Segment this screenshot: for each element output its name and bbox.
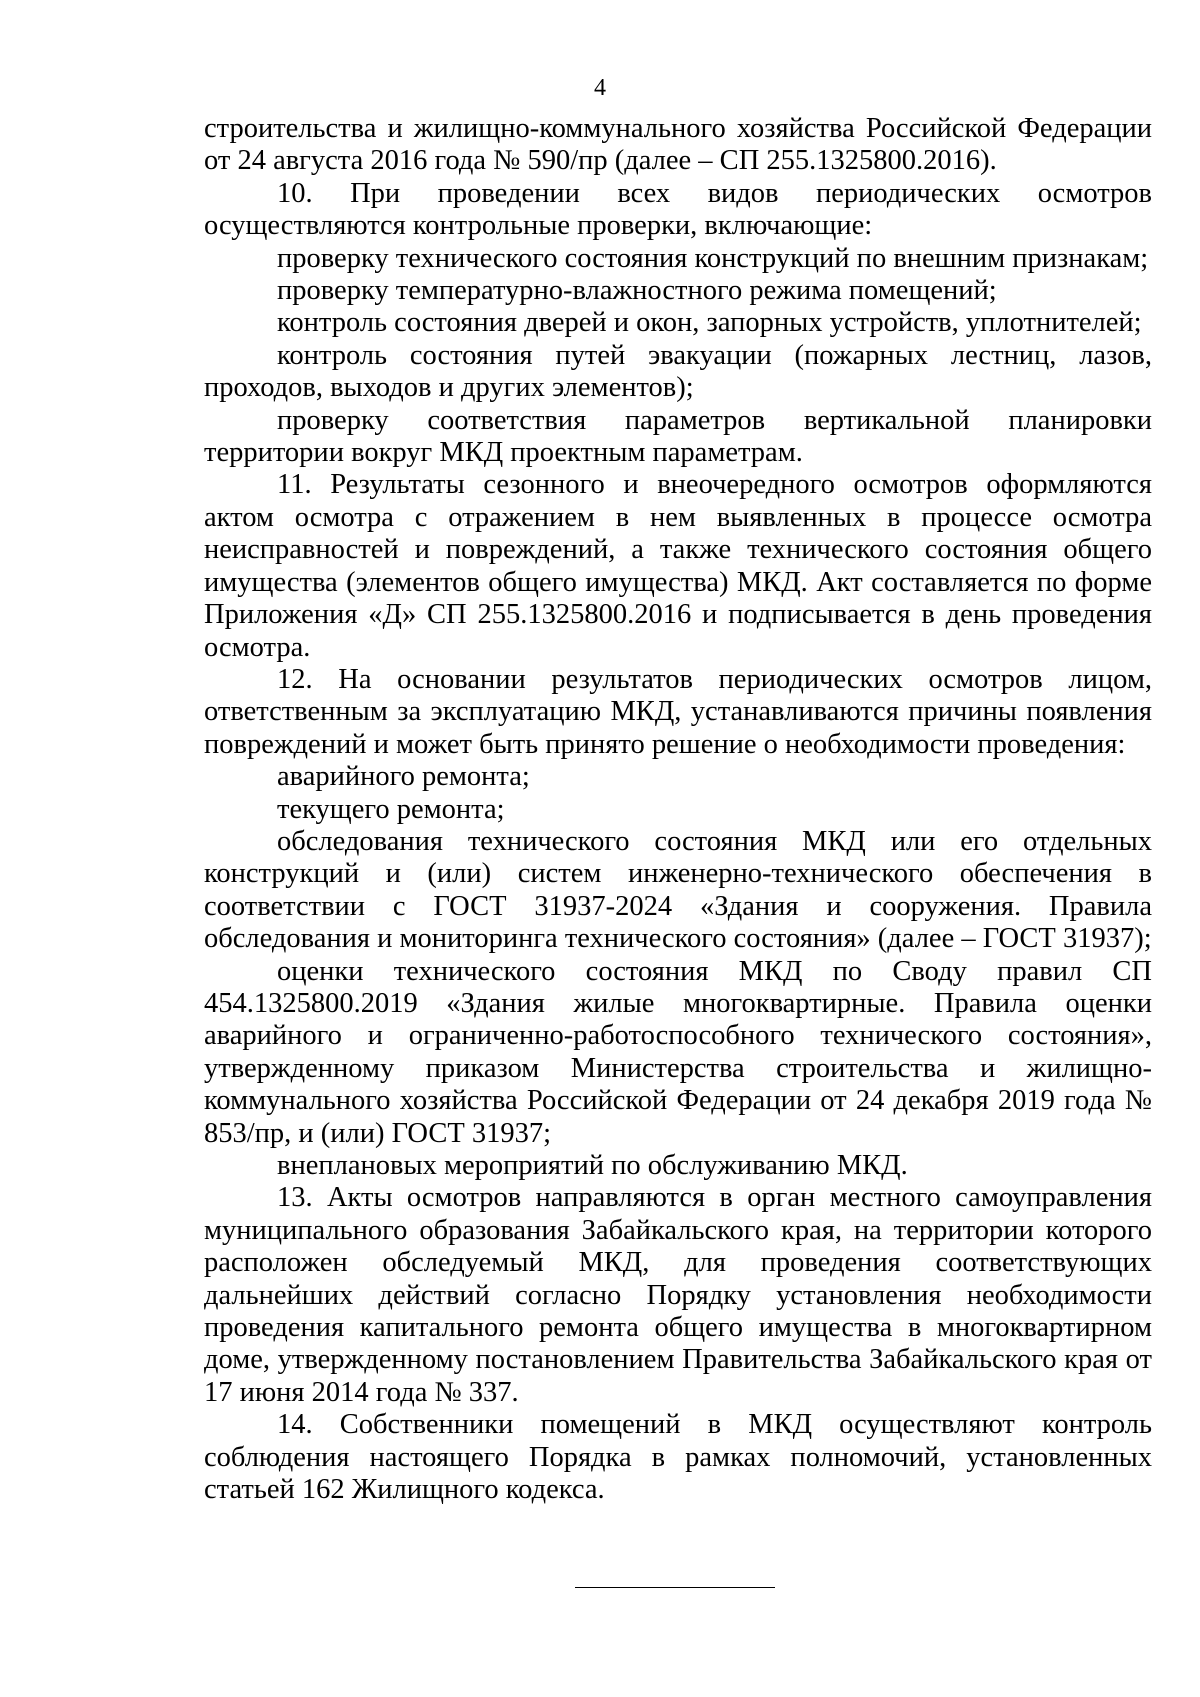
list-item-check-structures: проверку технического состояния конструкций по внешним признакам;: [277, 242, 1149, 274]
paragraph-item-10: 10. При проведении всех видов периодических осмотров осуществляются контрольные проверки, включающие:: [204, 177, 1152, 242]
list-item-emergency-repair: аварийного ремонта;: [277, 761, 530, 793]
list-item-current-repair: текущего ремонта;: [277, 793, 505, 825]
paragraph-item-14: 14. Собственники помещений в МКД осуществляют контроль соблюдения настоящего Порядка в рамках полномочий, установленных статьей 162 Жилищного кодекса.: [204, 1409, 1152, 1506]
paragraph-item-11: 11. Результаты сезонного и внеочередного осмотров оформляются актом осмотра с отражением в нем выявленных в процессе осмотра неисправностей и повреждений, а также технического состояния общего имущества (элементов общего имущества) МКД. Акт составляется по форме Приложения «Д» СП 255.1325800.2016 и подписывается в день проведения осмотра.: [204, 469, 1152, 663]
paragraph-item-13: 13. Акты осмотров направляются в орган местного самоуправления муниципального образования Забайкальского края, на территории которого расположен обследуемый МКД, для проведения соответствующих дальнейших действий согласно Порядку установления необходимости проведения капитального ремонта общего имущества в многоквартирном доме, утвержденному постановлением Правительства Забайкальского края от 17 июня 2014 года № 337.: [204, 1182, 1152, 1408]
list-item-check-humidity: проверку температурно-влажностного режима помещений;: [277, 275, 997, 307]
list-item-assessment: оценки технического состояния МКД по Своду правил СП 454.1325800.2019 «Здания жилые многоквартирные. Правила оценки аварийного и ограниченно-работоспособного технического состояния», утвержденному приказом Министерства строительства и жилищно-коммунального хозяйства Российской Федерации от 24 декабря 2019 года № 853/пр, и (или) ГОСТ 31937;: [204, 955, 1152, 1149]
list-item-control-doors: контроль состояния дверей и окон, запорных устройств, уплотнителей;: [277, 307, 1142, 339]
list-item-inspection: обследования технического состояния МКД или его отдельных конструкций и (или) систем инженерно-технического обеспечения в соответствии с ГОСТ 31937-2024 «Здания и сооружения. Правила обследования и мониторинга технического состояния» (далее – ГОСТ 31937);: [204, 825, 1152, 955]
document-body: [204, 113, 1152, 1506]
list-item-unscheduled: внеплановых мероприятий по обслуживанию МКД.: [277, 1150, 908, 1181]
list-item-control-evacuation: контроль состояния путей эвакуации (пожарных лестниц, лазов, проходов, выходов и других элементов);: [204, 339, 1152, 404]
page-number: 4: [594, 75, 606, 101]
paragraph-item-12: 12. На основании результатов периодических осмотров лицом, ответственным за эксплуатацию МКД, устанавливаются причины появления повреждений и может быть принято решение о необходимости проведения:: [204, 663, 1152, 760]
end-of-document-line: [575, 1587, 775, 1588]
paragraph-continuation: строительства и жилищно-коммунального хозяйства Российской Федерации от 24 августа 2016 года № 590/пр (далее – СП 255.1325800.2016).: [204, 113, 1152, 177]
list-item-check-planning: проверку соответствия параметров вертикальной планировки территории вокруг МКД проектным параметрам.: [204, 404, 1152, 469]
